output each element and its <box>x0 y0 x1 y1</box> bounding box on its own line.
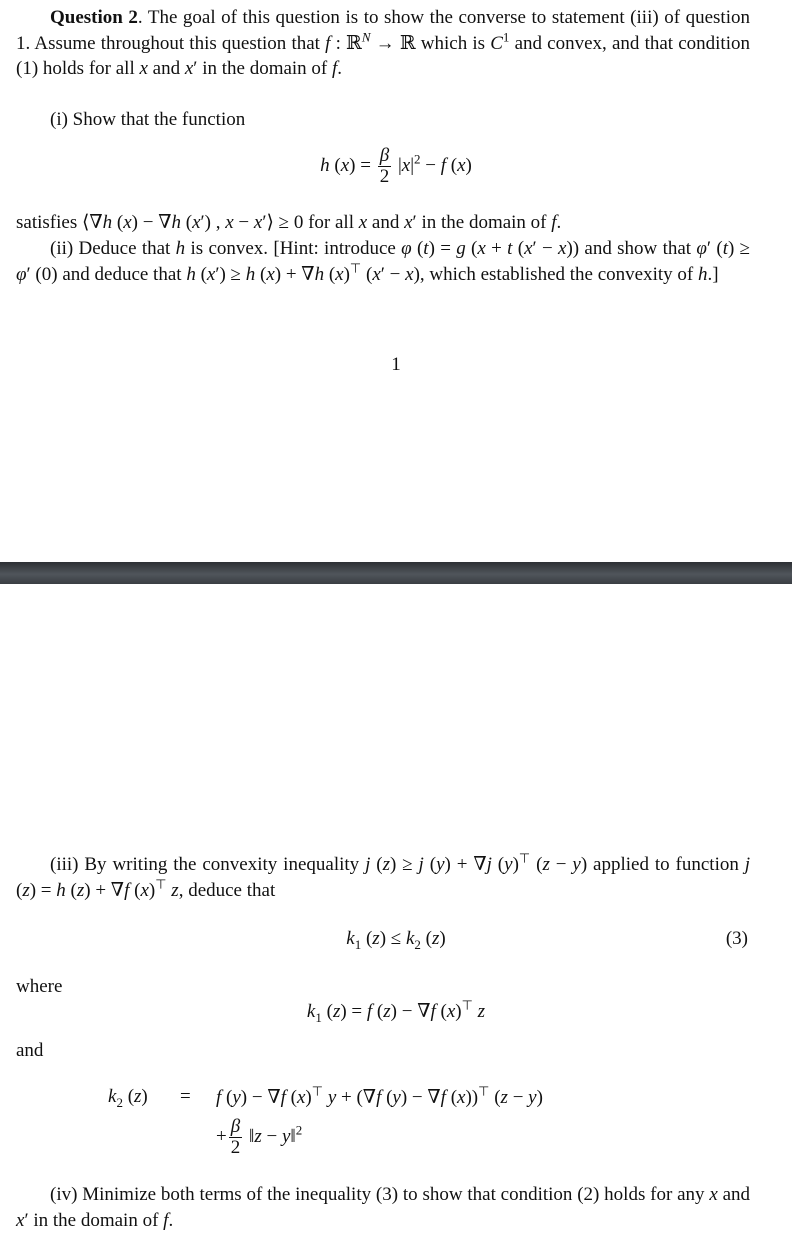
part-iv-text: (iv) Minimize both terms of the inequality (3) to show that condition (2) holds for any x and x′ in the domain of f. <box>16 1184 750 1231</box>
equation-k1: $k_1$ (z) = f (z) − ∇f (x)⊤ z <box>306 998 486 1025</box>
page-top <box>0 0 792 562</box>
equation-h: h (x) = $\frac{\beta}{2}$ $|x|^2 - f$ (x) <box>320 145 472 187</box>
part-i-text: satisfies ⟨∇h (x) − ∇h (x′) , x − x′⟩ ≥ 0 for all x and x′ in the domain of f. <box>16 212 562 233</box>
equation-k2-lhs: $k_2$ (z) <box>108 1086 148 1110</box>
equation-k2-equals: = <box>180 1086 191 1107</box>
equation-number: (3) <box>725 928 748 949</box>
question-heading: Question 2 <box>50 7 138 28</box>
part-i-intro: (i) Show that the function <box>50 109 246 130</box>
part-iii-text: (iii) By writing the convexity inequality j (z) ≥ j (y) + ∇j (y)⊤ (z − y) applied to function j (z) = h (z) + ∇f (x)⊤ z, deduce that <box>16 851 751 901</box>
page-separator <box>0 562 792 584</box>
and-label: and <box>16 1040 44 1061</box>
equation-k2-line2: + $\frac{\beta}{2}$ ‖z − y‖$^2$ <box>216 1116 303 1158</box>
page-number: 1 <box>391 354 401 375</box>
part-ii-text: (ii) Deduce that h is convex. [Hint: introduce φ (t) = g (x + t (x′ − x)) and show that φ′ (t) ≥ φ′ (0) and deduce that h (x′) ≥ h (x) + ∇h (x)⊤ (x′ − x), which established the convexity of h.] <box>16 238 751 285</box>
where-label: where <box>16 976 63 997</box>
question-intro: Question 2. The goal of this question is to show the converse to statement (iii) of question 1. Assume throughout this question that f : ℝ$^N$ → ℝ which is $C^1$ and convex, and that condition (1) holds for all x and x′ in the domain of f. <box>16 7 750 79</box>
equation-k2-line1: f (y) − ∇f (x)⊤ y + (∇f (y) − ∇f (x))⊤ (z − y) <box>216 1084 543 1108</box>
page-bottom <box>0 584 792 1244</box>
equation-3: $k_1$ $(z) \le k_2$ (z) <box>346 928 446 952</box>
